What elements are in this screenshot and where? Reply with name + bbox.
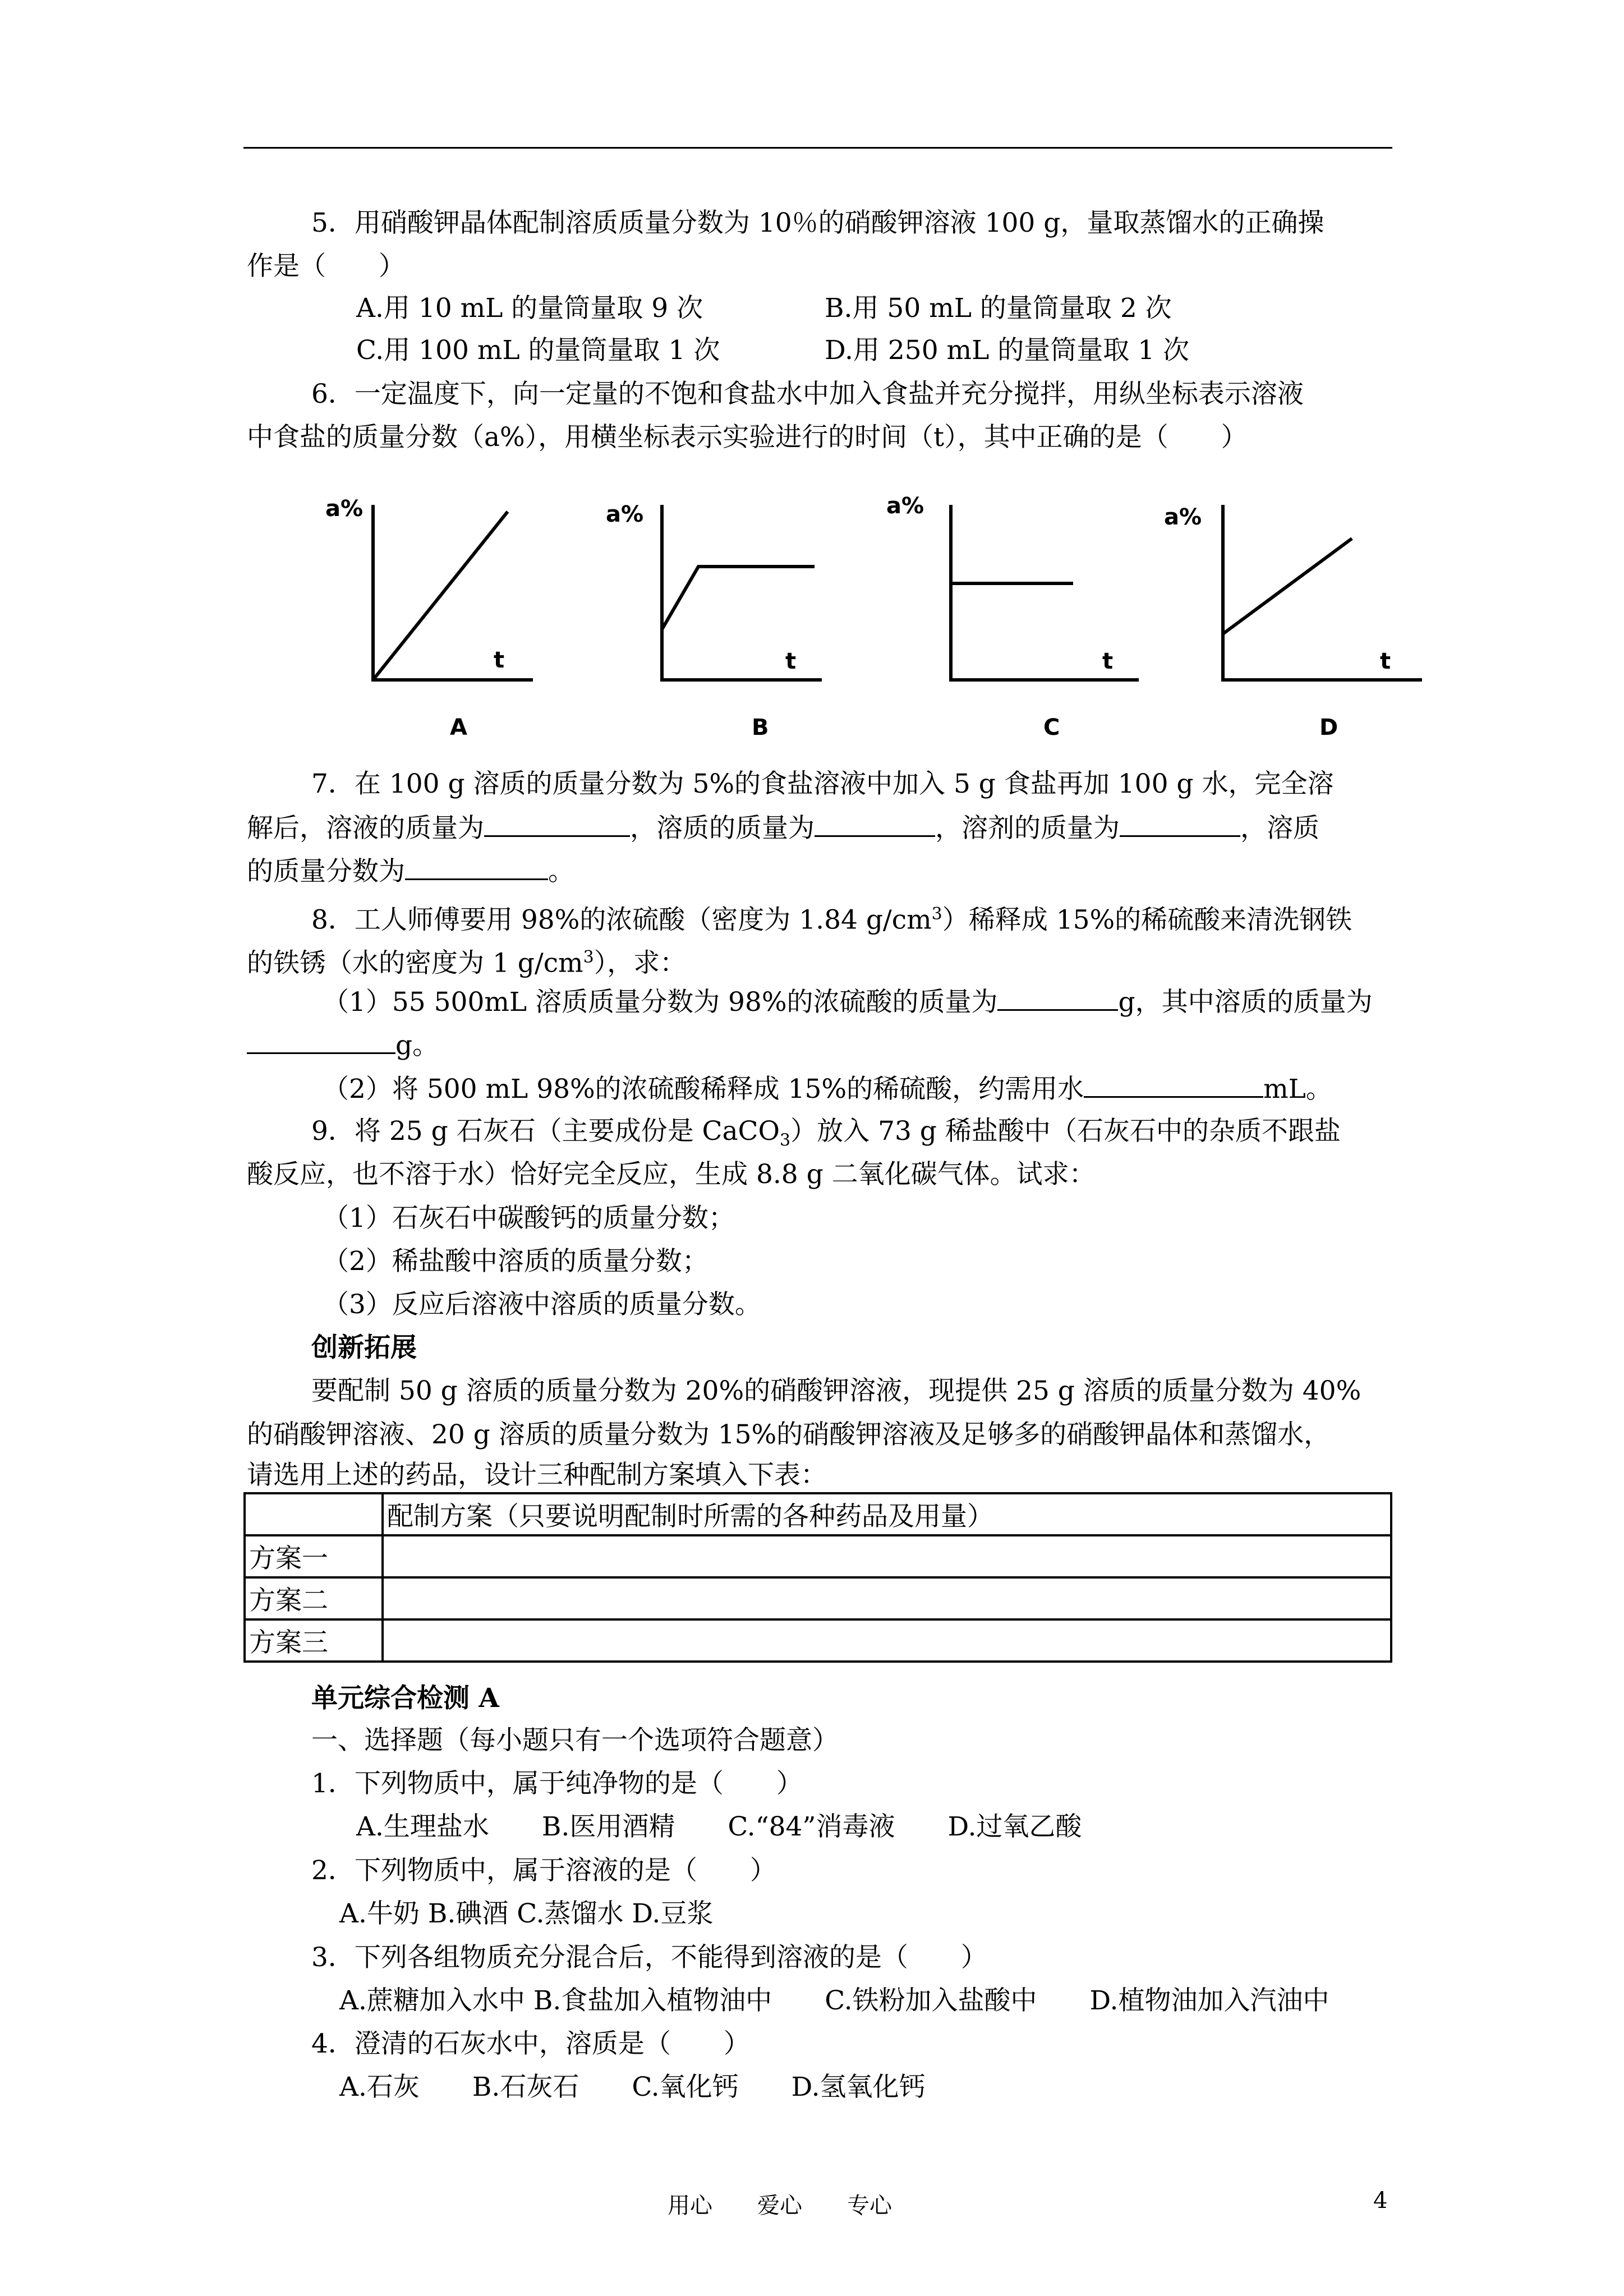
q7-text-b: ，溶质的质量为 — [630, 813, 815, 844]
graph-a-label: A — [450, 715, 467, 740]
graph-d-line — [1223, 539, 1352, 634]
q7-line1: 7．在 100 g 溶质的质量分数为 5%的食盐溶液中加入 5 g 食盐再加 100 g 水，完全溶 — [311, 769, 1334, 799]
table-answer-cell[interactable] — [383, 1535, 1391, 1577]
q7-line2 — [247, 811, 1319, 845]
q8-part2-unit: mL。 — [1263, 1074, 1332, 1105]
unit-q3-options: A.蔗糖加入水中 B.食盐加入植物油中 C.铁粉加入盐酸中 D.植物油加入汽油中 — [339, 1985, 1329, 2016]
q7-text-a: 解后，溶液的质量为 — [247, 813, 484, 844]
graph-b-axes — [662, 505, 822, 680]
q7-blank-solvent-mass[interactable] — [1120, 811, 1240, 837]
q9-line2: 酸反应，也不溶于水）恰好完全反应，生成 8.8 g 二氧化碳气体。试求： — [247, 1159, 1096, 1190]
q8-blank-acid-mass[interactable] — [997, 984, 1118, 1011]
q8-part1-text2: g，其中溶质的质量为 — [1118, 987, 1373, 1018]
q8-blank-water-volume[interactable] — [1084, 1071, 1263, 1098]
q8-part1-unit: g。 — [395, 1030, 439, 1061]
unit-q1: 1．下列物质中，属于纯净物的是（ ） — [311, 1768, 803, 1799]
q8-part2 — [323, 1071, 1332, 1106]
q5-line2: 作是（ ） — [247, 251, 405, 282]
innovation-line1: 要配制 50 g 溶质的质量分数为 20%的硝酸钾溶液，现提供 25 g 溶质的质量分数为 40% — [311, 1375, 1361, 1406]
q7-line3 — [247, 854, 574, 889]
q9-part3: （3）反应后溶液中溶质的质量分数。 — [323, 1289, 761, 1320]
q7-text-c: ，溶剂的质量为 — [935, 813, 1120, 844]
table-header-cell: 配制方案（只要说明配制时所需的各种药品及用量） — [383, 1493, 1391, 1535]
graph-c-ylabel: a% — [886, 493, 924, 519]
q5-line1: 5．用硝酸钾晶体配制溶质质量分数为 10％的硝酸钾溶液 100 g，量取蒸馏水的正确操 — [311, 208, 1324, 238]
header-rule — [243, 147, 1392, 149]
q7-blank-fraction[interactable] — [405, 854, 548, 880]
graph-d-axes — [1223, 505, 1422, 680]
q5-option-a: A.用 10 mL 的量筒量取 9 次 — [356, 293, 703, 324]
q8-part1-cont — [247, 1028, 439, 1062]
q7-text-d: ，溶质 — [1240, 813, 1319, 844]
q5-option-b: B.用 50 mL 的量筒量取 2 次 — [825, 293, 1172, 324]
q7-blank-solute-mass[interactable] — [815, 811, 935, 837]
graph-a-axes — [373, 505, 533, 680]
innovation-line3: 请选用上述的药品，设计三种配制方案填入下表： — [247, 1460, 827, 1490]
graph-d-label: D — [1319, 715, 1338, 740]
unit-q2-options: A.牛奶 B.碘酒 C.蒸馏水 D.豆浆 — [339, 1898, 714, 1929]
footer-motto: 用心 爱心 专心 — [668, 2193, 892, 2219]
q9-part2: （2）稀盐酸中溶质的质量分数； — [323, 1246, 709, 1277]
graph-d-ylabel: a% — [1164, 504, 1202, 530]
table-row — [245, 1577, 1391, 1619]
graph-b-ylabel: a% — [606, 501, 644, 527]
graph-b-label: B — [752, 715, 769, 740]
answer-graphs — [303, 477, 1442, 746]
q8-part2-text: （2）将 500 mL 98%的浓硫酸稀释成 15%的稀硫酸，约需用水 — [323, 1074, 1084, 1105]
q5-option-d: D.用 250 mL 的量筒量取 1 次 — [825, 335, 1190, 366]
table-header-row — [245, 1493, 1391, 1535]
solution-table — [243, 1492, 1392, 1663]
q8-line1: 8．工人师傅要用 98%的浓硫酸（密度为 1.84 $g/cm^3$）稀释成 15%的稀硫酸来清洗钢铁 — [311, 904, 1352, 936]
table-row — [245, 1619, 1391, 1662]
page-number: 4 — [1373, 2188, 1388, 2214]
q8-blank-solute-mass[interactable] — [247, 1028, 395, 1054]
unit-q3: 3．下列各组物质充分混合后，不能得到溶液的是（ ） — [311, 1942, 987, 1973]
unit-q2: 2．下列物质中，属于溶液的是（ ） — [311, 1855, 776, 1886]
innovation-line2: 的硝酸钾溶液、20 g 溶质的质量分数为 15%的硝酸钾溶液及足够多的硝酸钾晶体和蒸馏水， — [247, 1419, 1331, 1450]
q8-part1-text: （1）55 500mL 溶质质量分数为 98%的浓硫酸的质量为 — [323, 987, 998, 1018]
graph-d-xlabel: t — [1380, 648, 1391, 674]
q9-part1: （1）石灰石中碳酸钙的质量分数； — [323, 1203, 735, 1234]
table-row — [245, 1535, 1391, 1577]
q9-line1: 9．将 25 g 石灰石（主要成份是 CaCO$_3$）放入 73 g 稀盐酸中（石灰石中的杂质不跟盐 — [311, 1116, 1341, 1151]
q6-line2: 中食盐的质量分数（a%），用横坐标表示实验进行的时间（t），其中正确的是（ ） — [247, 422, 1248, 453]
unit-heading: 单元综合检测 A — [311, 1683, 499, 1714]
graph-c-xlabel: t — [1102, 648, 1114, 674]
unit-q4: 4．澄清的石灰水中，溶质是（ ） — [311, 2028, 750, 2059]
table-row-label: 方案三 — [245, 1619, 383, 1662]
q8-line2: 的铁锈（水的密度为 1 $g/cm^3$），求： — [247, 947, 687, 979]
table-answer-cell[interactable] — [383, 1577, 1391, 1619]
unit-section: 一、选择题（每小题只有一个选项符合题意） — [311, 1725, 839, 1756]
table-corner-cell — [245, 1493, 383, 1535]
q5-option-c: C.用 100 mL 的量筒量取 1 次 — [356, 335, 720, 366]
q7-text-e: 的质量分数为 — [247, 856, 405, 887]
q7-blank-solution-mass[interactable] — [484, 811, 630, 837]
q6-line1: 6．一定温度下，向一定量的不饱和食盐水中加入食盐并充分搅拌，用纵坐标表示溶液 — [311, 379, 1304, 409]
table-row-label: 方案二 — [245, 1577, 383, 1619]
graph-a-ylabel: a% — [325, 496, 364, 522]
q8-part1 — [323, 984, 1373, 1019]
graph-a-xlabel: t — [494, 647, 505, 673]
unit-q4-options: A.石灰 B.石灰石 C.氧化钙 D.氢氧化钙 — [339, 2072, 926, 2102]
q7-text-f: 。 — [548, 856, 574, 887]
graph-a-line — [373, 512, 508, 680]
table-answer-cell[interactable] — [383, 1619, 1391, 1662]
graph-b-xlabel: t — [785, 648, 797, 674]
graph-c-label: C — [1043, 715, 1060, 740]
unit-q1-options: A.生理盐水 B.医用酒精 C.“84”消毒液 D.过氧乙酸 — [356, 1811, 1082, 1842]
graph-b-line — [662, 567, 815, 629]
table-row-label: 方案一 — [245, 1535, 383, 1577]
innovation-heading: 创新拓展 — [311, 1332, 417, 1363]
